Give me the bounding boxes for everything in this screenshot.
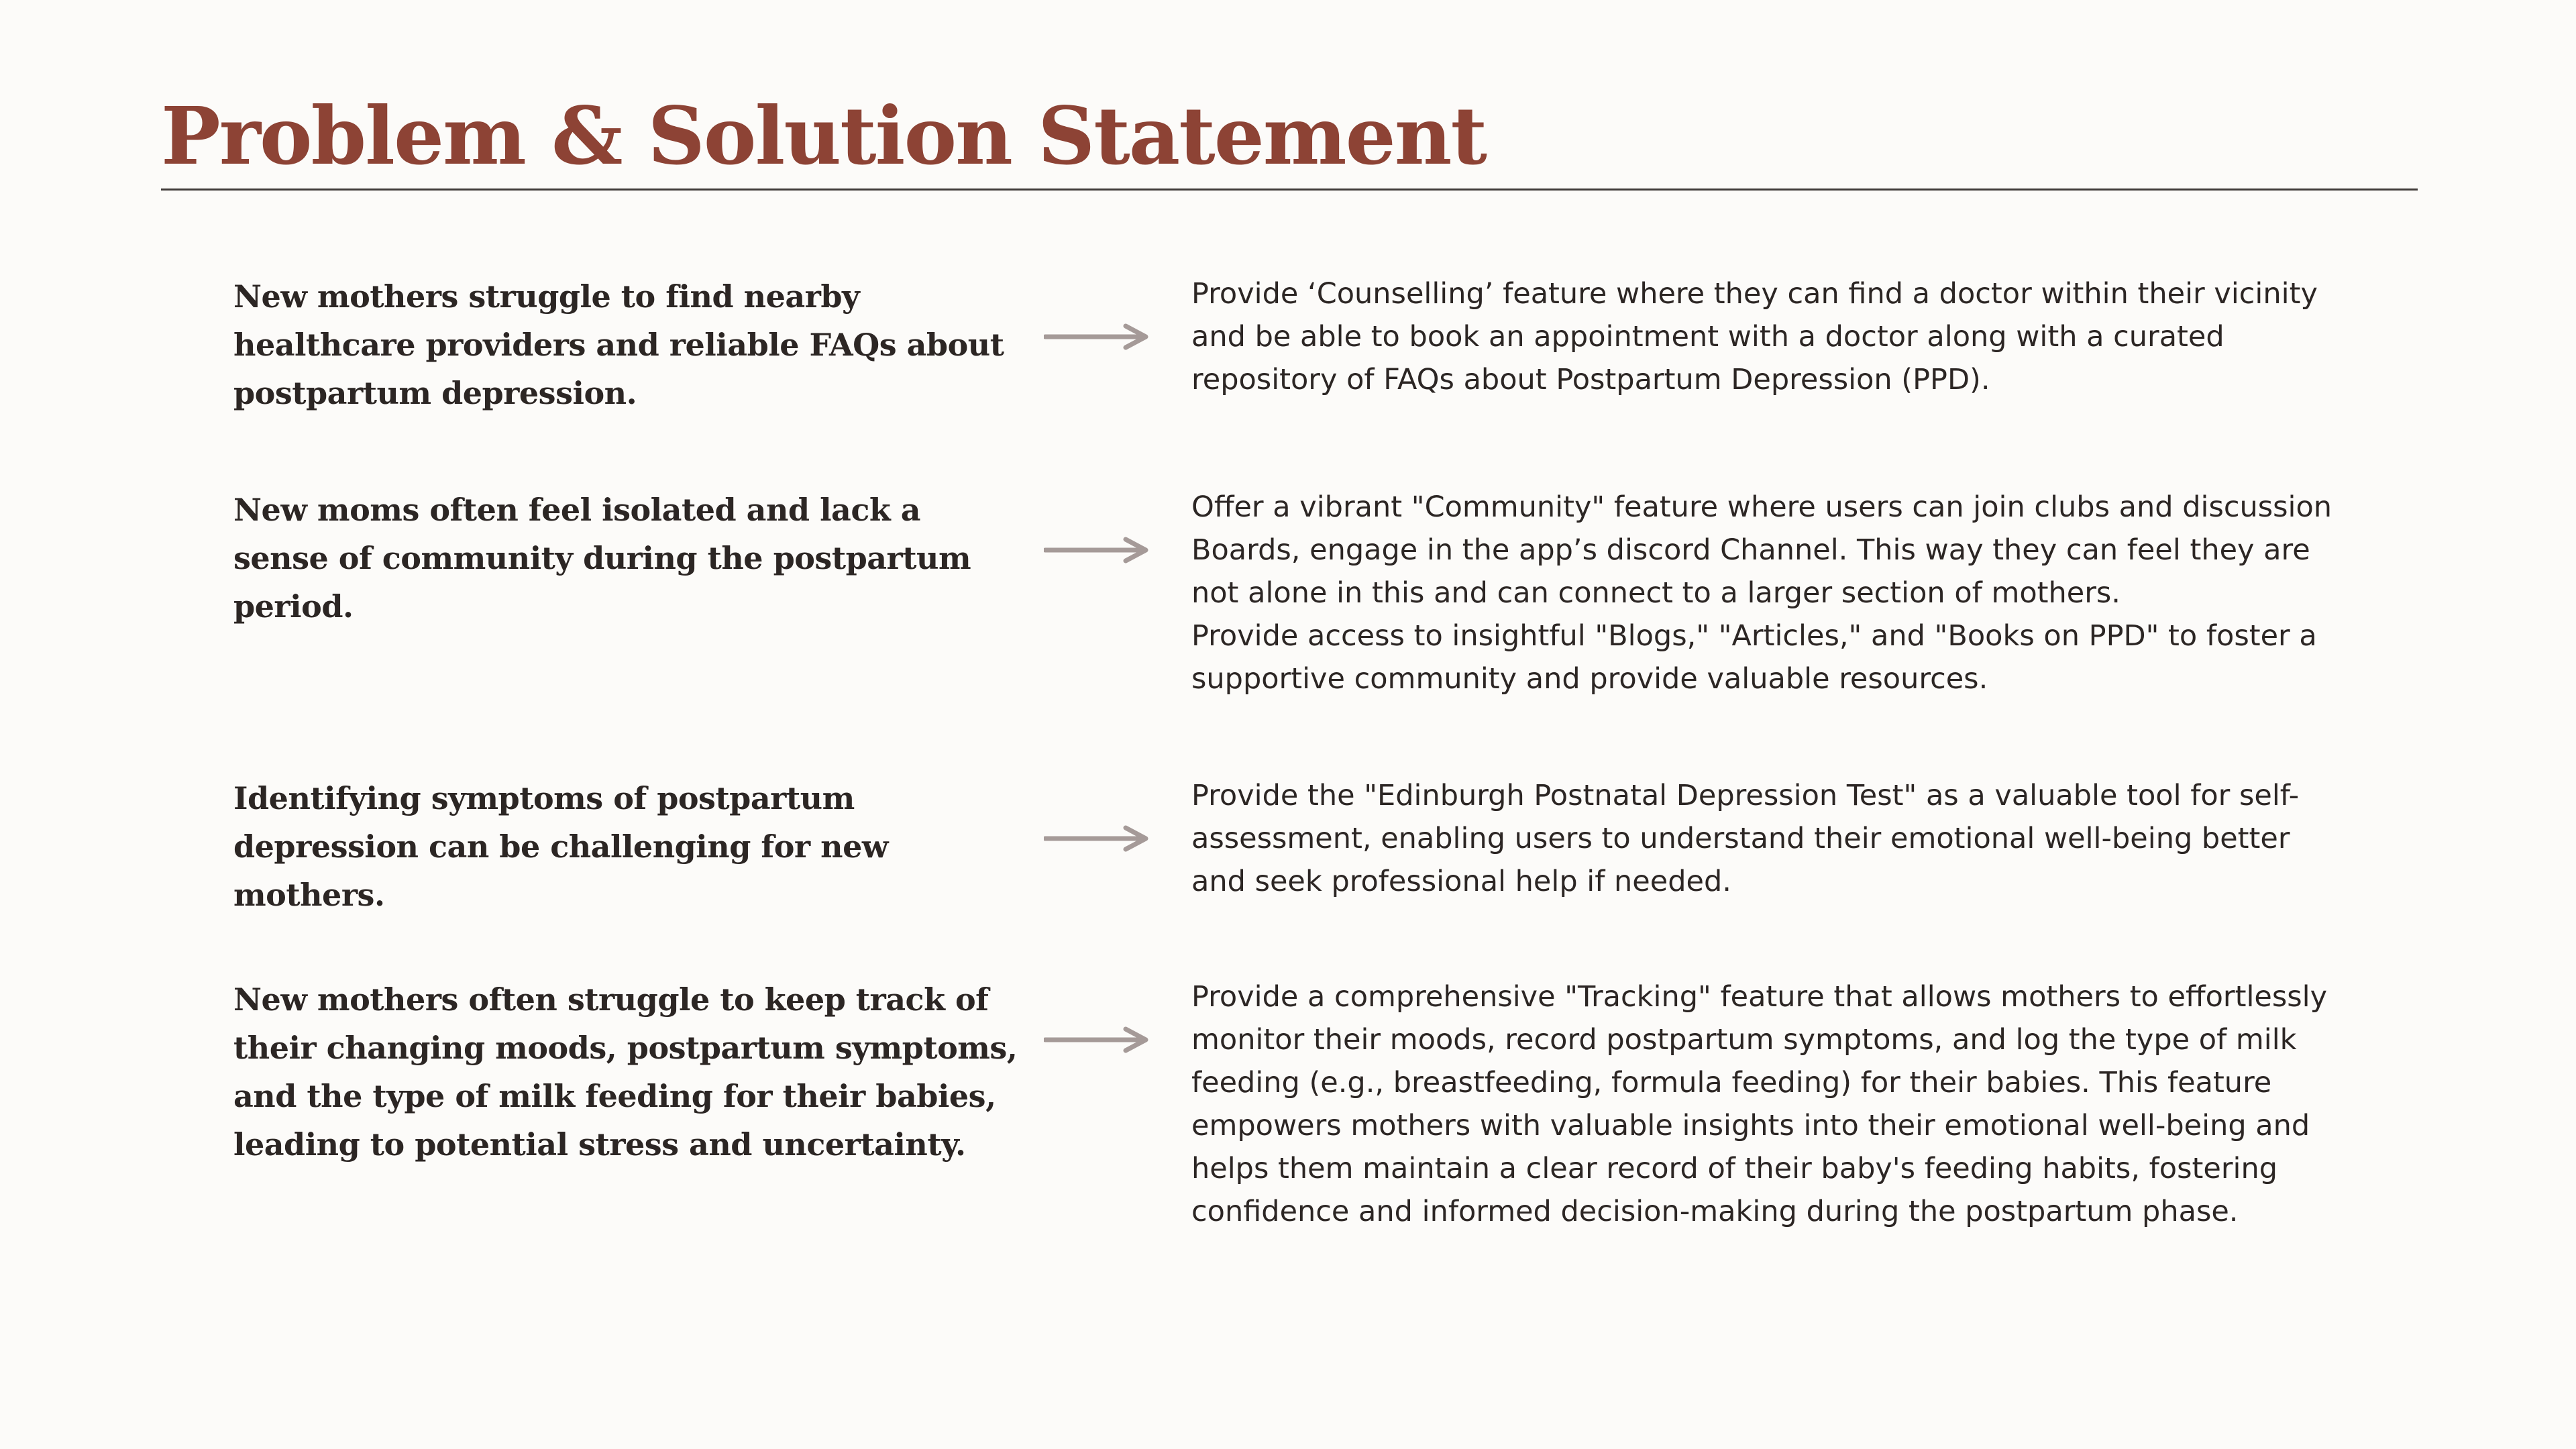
solution-statement [1191,774,2345,903]
problem-statement: New mothers struggle to find nearby healthcare providers and reliable FAQs about postpartum depression. [233,278,1004,411]
title-divider [161,189,2418,191]
problem-statement: Identifying symptoms of postpartum depression can be challenging for new mothers. [233,780,888,913]
solution-statement [1191,975,2345,1233]
solution-paragraph: Provide access to insightful "Blogs," "Articles," and "Books on PPD" to foster a supportive community and provide valuable resources. [1191,619,2317,696]
solution-paragraph: Provide ‘Counselling’ feature where they can find a doctor within their vicinity and be able to book an appointment with a doctor along with a curated repository of FAQs about Postpartum Depression (PPD). [1191,277,2318,396]
problem-statement: New mothers often struggle to keep track of their changing moods, postpartum symptoms, and the type of milk feeding for their babies, leading to potential stress and uncertainty. [233,981,1018,1163]
right-arrow-icon [1044,825,1148,852]
solution-statement [1191,272,2345,401]
problem-statement: New moms often feel isolated and lack a sense of community during the postpartum period. [233,492,971,625]
right-arrow-icon [1044,537,1148,564]
solution-statement [1191,486,2345,700]
right-arrow-icon [1044,323,1148,350]
solution-paragraph: Provide the "Edinburgh Postnatal Depression Test" as a valuable tool for self-assessment, enabling users to understand their emotional well-being better and seek professional help if needed. [1191,779,2300,898]
solution-paragraph: Provide a comprehensive "Tracking" feature that allows mothers to effortlessly monitor their moods, record postpartum symptoms, and log the type of milk feeding (e.g., breastfeeding, formula feeding) for their babies. This feature empowers mothers with valuable insights into their emotional well-being and helps them maintain a clear record of their baby's feeding habits, fostering confidence and informed decision-making during the postpartum phase. [1191,980,2328,1228]
solution-paragraph: Offer a vibrant "Community" feature where users can join clubs and discussion Boards, engage in the app’s discord Channel. This way they can feel they are not alone in this and can connect to a larger section of mothers. [1191,490,2332,610]
right-arrow-icon [1044,1026,1148,1053]
page-title: Problem & Solution Statement [161,89,1487,182]
